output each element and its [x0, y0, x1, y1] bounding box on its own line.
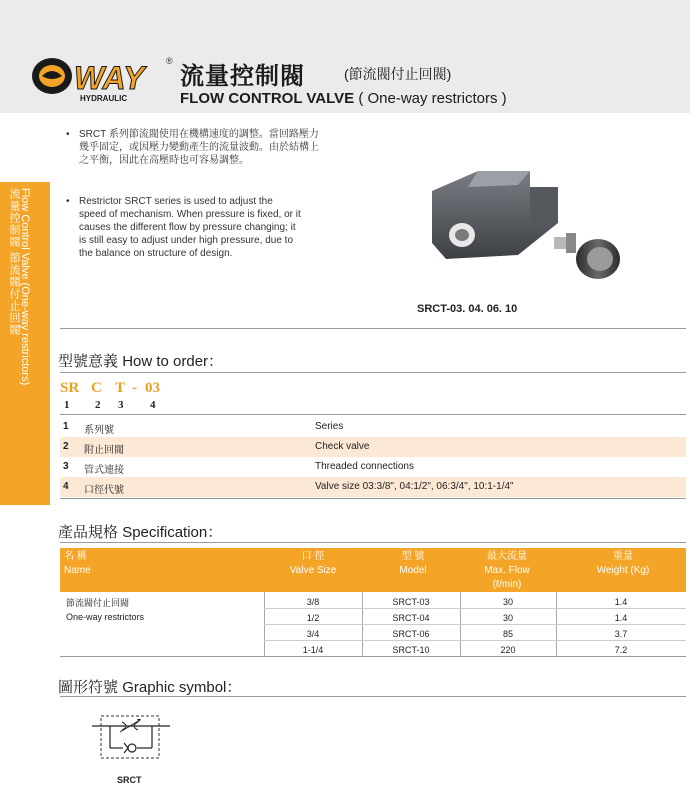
spec-row-line — [264, 608, 686, 609]
spec-header-zh: 口 徑 — [301, 551, 325, 562]
spec-weight: 7.2 — [614, 645, 628, 655]
spec-name-en: One-way restrictors — [66, 612, 145, 622]
registered-mark: ® — [166, 56, 173, 66]
spec-weight: 1.4 — [614, 613, 628, 623]
graphic-symbol-title-zh: 圖形符號 — [58, 679, 119, 696]
page-subtitle-zh: (節流閥付止回閥) — [344, 66, 452, 82]
intro-text-en: Restrictor SRCT series is used to adjust the speed of mechanism. When pressure is fixed, or it causes the different flow by pressure changing; it is still easy to adjust under high pressure, due to the balance on structure of design. — [79, 196, 301, 259]
order-row-en: Series — [315, 421, 344, 432]
page-title-en — [180, 90, 507, 107]
spec-header-en: Name — [64, 565, 91, 576]
spec-header-size — [268, 550, 358, 578]
order-row-num: 3 — [63, 461, 69, 472]
order-row — [60, 437, 686, 457]
spec-model: SRCT-06 — [392, 629, 430, 639]
order-row — [60, 417, 686, 437]
spec-flow: 30 — [502, 613, 513, 623]
order-row — [60, 457, 686, 477]
spec-header-en: Weight (Kg) — [596, 565, 650, 576]
divider — [60, 372, 686, 373]
brand-letters: WAY — [74, 60, 145, 96]
product-photo-caption: SRCT-03. 04. 06. 10 — [417, 303, 518, 315]
spec-header-unit: (ℓ/min) — [492, 579, 522, 590]
spec-weight: 3.7 — [614, 629, 628, 639]
spec-header-en: Model — [399, 565, 427, 576]
spec-header-flow — [462, 550, 552, 592]
divider — [60, 414, 686, 415]
spec-row-line — [264, 640, 686, 641]
spec-header-name — [64, 550, 91, 578]
oway-logo — [30, 52, 180, 104]
how-to-order-title — [58, 350, 223, 371]
spec-size: 1-1/4 — [302, 645, 324, 655]
side-tab-zh: 流量控制閥 節流閥付止回閥 — [8, 188, 20, 337]
spec-header-zh: 最大流量 — [487, 551, 527, 562]
side-tab-en: Flow Control Valve (One-way restrictors) — [19, 188, 31, 386]
product-photo — [418, 163, 636, 308]
order-row-zh: 口徑代號 — [84, 485, 124, 496]
order-row-zh: 管式連接 — [84, 465, 124, 476]
intro-text-zh: SRCT 系列節流閥使用在機構速度的調整。當回路壓力 幾乎固定，或因壓力變動產生的流量波動。由於結構上 之平衡，因此在高壓時也可容易調整。 — [79, 129, 319, 166]
order-row-en: Threaded connections — [315, 461, 414, 472]
divider — [60, 696, 686, 697]
spec-model: SRCT-04 — [392, 613, 430, 623]
title-en-sub: ( One-way restrictors ) — [358, 90, 507, 107]
graphic-symbol-title-en: Graphic symbol： — [122, 679, 242, 696]
spec-row-line — [264, 624, 686, 625]
divider — [60, 656, 686, 657]
order-code-threaded: T — [115, 380, 126, 396]
order-row-zh: 系列號 — [84, 425, 114, 436]
spec-header-model — [368, 550, 458, 578]
how-to-order-title-en: How to order： — [122, 353, 224, 370]
spec-model: SRCT-03 — [392, 597, 430, 607]
order-row — [60, 477, 686, 497]
title-en-main: FLOW CONTROL VALVE — [180, 90, 355, 107]
order-row-en: Valve size 03:3/8", 04:1/2", 06:3/4", 10:1-1/4" — [315, 481, 514, 492]
bullet-dot: • — [66, 129, 70, 140]
divider — [60, 328, 686, 329]
spec-header-zh: 型 號 — [401, 551, 425, 562]
spec-header-zh: 名 稱 — [64, 551, 87, 562]
spec-header-en: Max. Flow — [484, 565, 530, 576]
hydraulic-symbol-icon — [88, 712, 178, 762]
specification-title — [58, 521, 222, 542]
order-code-series: SR — [60, 380, 80, 396]
spec-size: 3/8 — [306, 597, 320, 607]
divider — [60, 542, 686, 543]
specification-title-en: Specification： — [122, 524, 223, 541]
spec-model: SRCT-10 — [392, 645, 430, 655]
order-row-num: 2 — [63, 441, 69, 452]
spec-flow: 30 — [502, 597, 513, 607]
order-row-zh: 附止回閥 — [84, 445, 124, 456]
spec-header-weight — [564, 550, 682, 578]
order-num-4: 4 — [150, 399, 156, 411]
spec-size: 1/2 — [306, 613, 320, 623]
spec-flow: 85 — [502, 629, 513, 639]
order-row-en: Check valve — [315, 441, 370, 452]
order-code-size: 03 — [145, 380, 160, 396]
order-code-dash: - — [132, 380, 137, 396]
bullet-dot: • — [66, 196, 70, 207]
spec-name-zh: 節流閥付止回閥 — [66, 598, 130, 608]
order-code-check: C — [91, 380, 102, 396]
brand-sub: HYDRAULIC — [80, 94, 128, 103]
order-num-3: 3 — [118, 399, 124, 411]
spec-size: 3/4 — [306, 629, 320, 639]
specification-title-zh: 產品規格 — [58, 524, 119, 541]
order-num-1: 1 — [64, 399, 70, 411]
spec-header-en: Valve Size — [289, 565, 337, 576]
spec-flow: 220 — [500, 645, 516, 655]
divider — [60, 498, 686, 499]
spec-weight: 1.4 — [614, 597, 628, 607]
graphic-symbol-caption: SRCT — [117, 775, 142, 785]
graphic-symbol-title — [58, 676, 241, 697]
how-to-order-title-zh: 型號意義 — [58, 353, 119, 370]
order-row-num: 1 — [63, 421, 69, 432]
order-row-num: 4 — [63, 481, 69, 492]
spec-header-zh: 重量 — [613, 551, 633, 562]
order-num-2: 2 — [95, 399, 101, 411]
page-title-zh: 流量控制閥 — [180, 63, 305, 90]
